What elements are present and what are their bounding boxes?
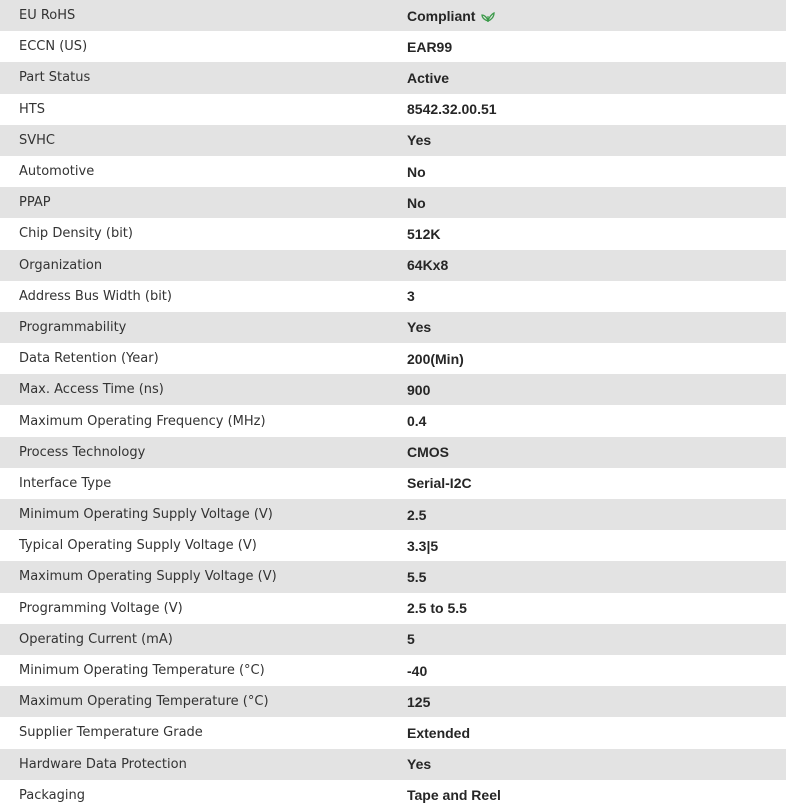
spec-row: [0, 499, 786, 530]
spec-value: 200(Min): [407, 350, 464, 367]
spec-label: Organization: [19, 257, 103, 273]
spec-row: [0, 312, 786, 343]
spec-label: HTS: [19, 101, 45, 117]
spec-label: SVHC: [19, 132, 55, 148]
spec-value-cell: [407, 281, 786, 312]
spec-value: 3.3|5: [407, 537, 439, 554]
spec-row: [0, 374, 786, 405]
spec-label: Maximum Operating Frequency (MHz): [19, 413, 266, 429]
spec-row: [0, 561, 786, 592]
spec-value-cell: [407, 468, 786, 499]
spec-value: 2.5: [407, 506, 427, 523]
spec-value: 8542.32.00.51: [407, 101, 497, 118]
spec-label: Programming Voltage (V): [19, 600, 183, 616]
spec-value: 2.5 to 5.5: [407, 600, 467, 617]
spec-value-cell: [407, 437, 786, 468]
spec-value-cell: [407, 499, 786, 530]
spec-value: 5.5: [407, 568, 427, 585]
spec-row: [0, 468, 786, 499]
spec-row: [0, 281, 786, 312]
spec-row: [0, 780, 786, 811]
spec-row: [0, 94, 786, 125]
spec-label: Packaging: [19, 787, 85, 803]
spec-label: Automotive: [19, 164, 95, 180]
spec-value: EAR99: [407, 38, 453, 55]
spec-value-cell: [407, 624, 786, 655]
spec-value-cell: [407, 312, 786, 343]
spec-value-cell: [407, 780, 786, 811]
spec-value-cell: [407, 717, 786, 748]
spec-value: No: [407, 194, 426, 211]
spec-value: 64Kx8: [407, 257, 449, 274]
spec-label: Minimum Operating Temperature (°C): [19, 663, 265, 679]
spec-label: Address Bus Width (bit): [19, 288, 172, 304]
spec-value-cell: [407, 530, 786, 561]
spec-value-cell: [407, 0, 786, 31]
spec-label: Process Technology: [19, 444, 146, 460]
spec-value-cell: [407, 561, 786, 592]
spec-row: [0, 218, 786, 249]
spec-value-cell: [407, 250, 786, 281]
spec-value: Yes: [407, 319, 432, 336]
spec-label: Maximum Operating Supply Voltage (V): [19, 569, 277, 585]
spec-row: [0, 62, 786, 93]
spec-value-cell: [407, 31, 786, 62]
spec-value-cell: [407, 405, 786, 436]
spec-value: Active: [407, 69, 450, 86]
spec-value: Compliant: [407, 7, 476, 24]
spec-value-cell: [407, 343, 786, 374]
leaf-icon: [481, 10, 495, 22]
spec-value: Extended: [407, 724, 471, 741]
spec-row: [0, 593, 786, 624]
spec-row: [0, 749, 786, 780]
spec-row: [0, 156, 786, 187]
spec-label: Maximum Operating Temperature (°C): [19, 694, 269, 710]
spec-value: CMOS: [407, 444, 449, 461]
spec-row: [0, 655, 786, 686]
spec-label: Programmability: [19, 319, 127, 335]
spec-label: Interface Type: [19, 475, 112, 491]
spec-value: 900: [407, 381, 431, 398]
spec-row: [0, 405, 786, 436]
spec-row: [0, 125, 786, 156]
spec-value: No: [407, 163, 426, 180]
spec-row: [0, 624, 786, 655]
spec-row: [0, 437, 786, 468]
spec-label: Operating Current (mA): [19, 631, 173, 647]
spec-row: [0, 187, 786, 218]
spec-label: Supplier Temperature Grade: [19, 725, 203, 741]
spec-value-cell: [407, 218, 786, 249]
spec-value-cell: [407, 62, 786, 93]
spec-value: 5: [407, 631, 415, 648]
spec-value-cell: [407, 125, 786, 156]
spec-label: ECCN (US): [19, 39, 88, 55]
spec-value: Serial-I2C: [407, 475, 472, 492]
spec-value-cell: [407, 593, 786, 624]
spec-row: [0, 0, 786, 31]
spec-row: [0, 686, 786, 717]
spec-value: Yes: [407, 132, 432, 149]
spec-label: Typical Operating Supply Voltage (V): [19, 538, 257, 554]
spec-value: Yes: [407, 756, 432, 773]
spec-label: Max. Access Time (ns): [19, 382, 164, 398]
spec-label: Part Status: [19, 70, 91, 86]
spec-value-cell: [407, 187, 786, 218]
spec-value-cell: [407, 749, 786, 780]
spec-value: 125: [407, 693, 431, 710]
spec-value: 3: [407, 288, 415, 305]
spec-value-cell: [407, 686, 786, 717]
spec-label: Hardware Data Protection: [19, 756, 187, 772]
spec-label: PPAP: [19, 195, 51, 211]
spec-value-cell: [407, 156, 786, 187]
spec-label: Data Retention (Year): [19, 351, 159, 367]
spec-row: [0, 343, 786, 374]
spec-label: Chip Density (bit): [19, 226, 133, 242]
spec-row: [0, 250, 786, 281]
spec-value: 512K: [407, 225, 441, 242]
spec-row: [0, 31, 786, 62]
spec-value: -40: [407, 662, 428, 679]
spec-row: [0, 717, 786, 748]
spec-value: 0.4: [407, 413, 427, 430]
spec-value-cell: [407, 94, 786, 125]
spec-value-cell: [407, 374, 786, 405]
spec-value: Tape and Reel: [407, 787, 501, 804]
spec-row: [0, 530, 786, 561]
spec-label: EU RoHS: [19, 8, 76, 24]
spec-label: Minimum Operating Supply Voltage (V): [19, 507, 273, 523]
spec-value-cell: [407, 655, 786, 686]
